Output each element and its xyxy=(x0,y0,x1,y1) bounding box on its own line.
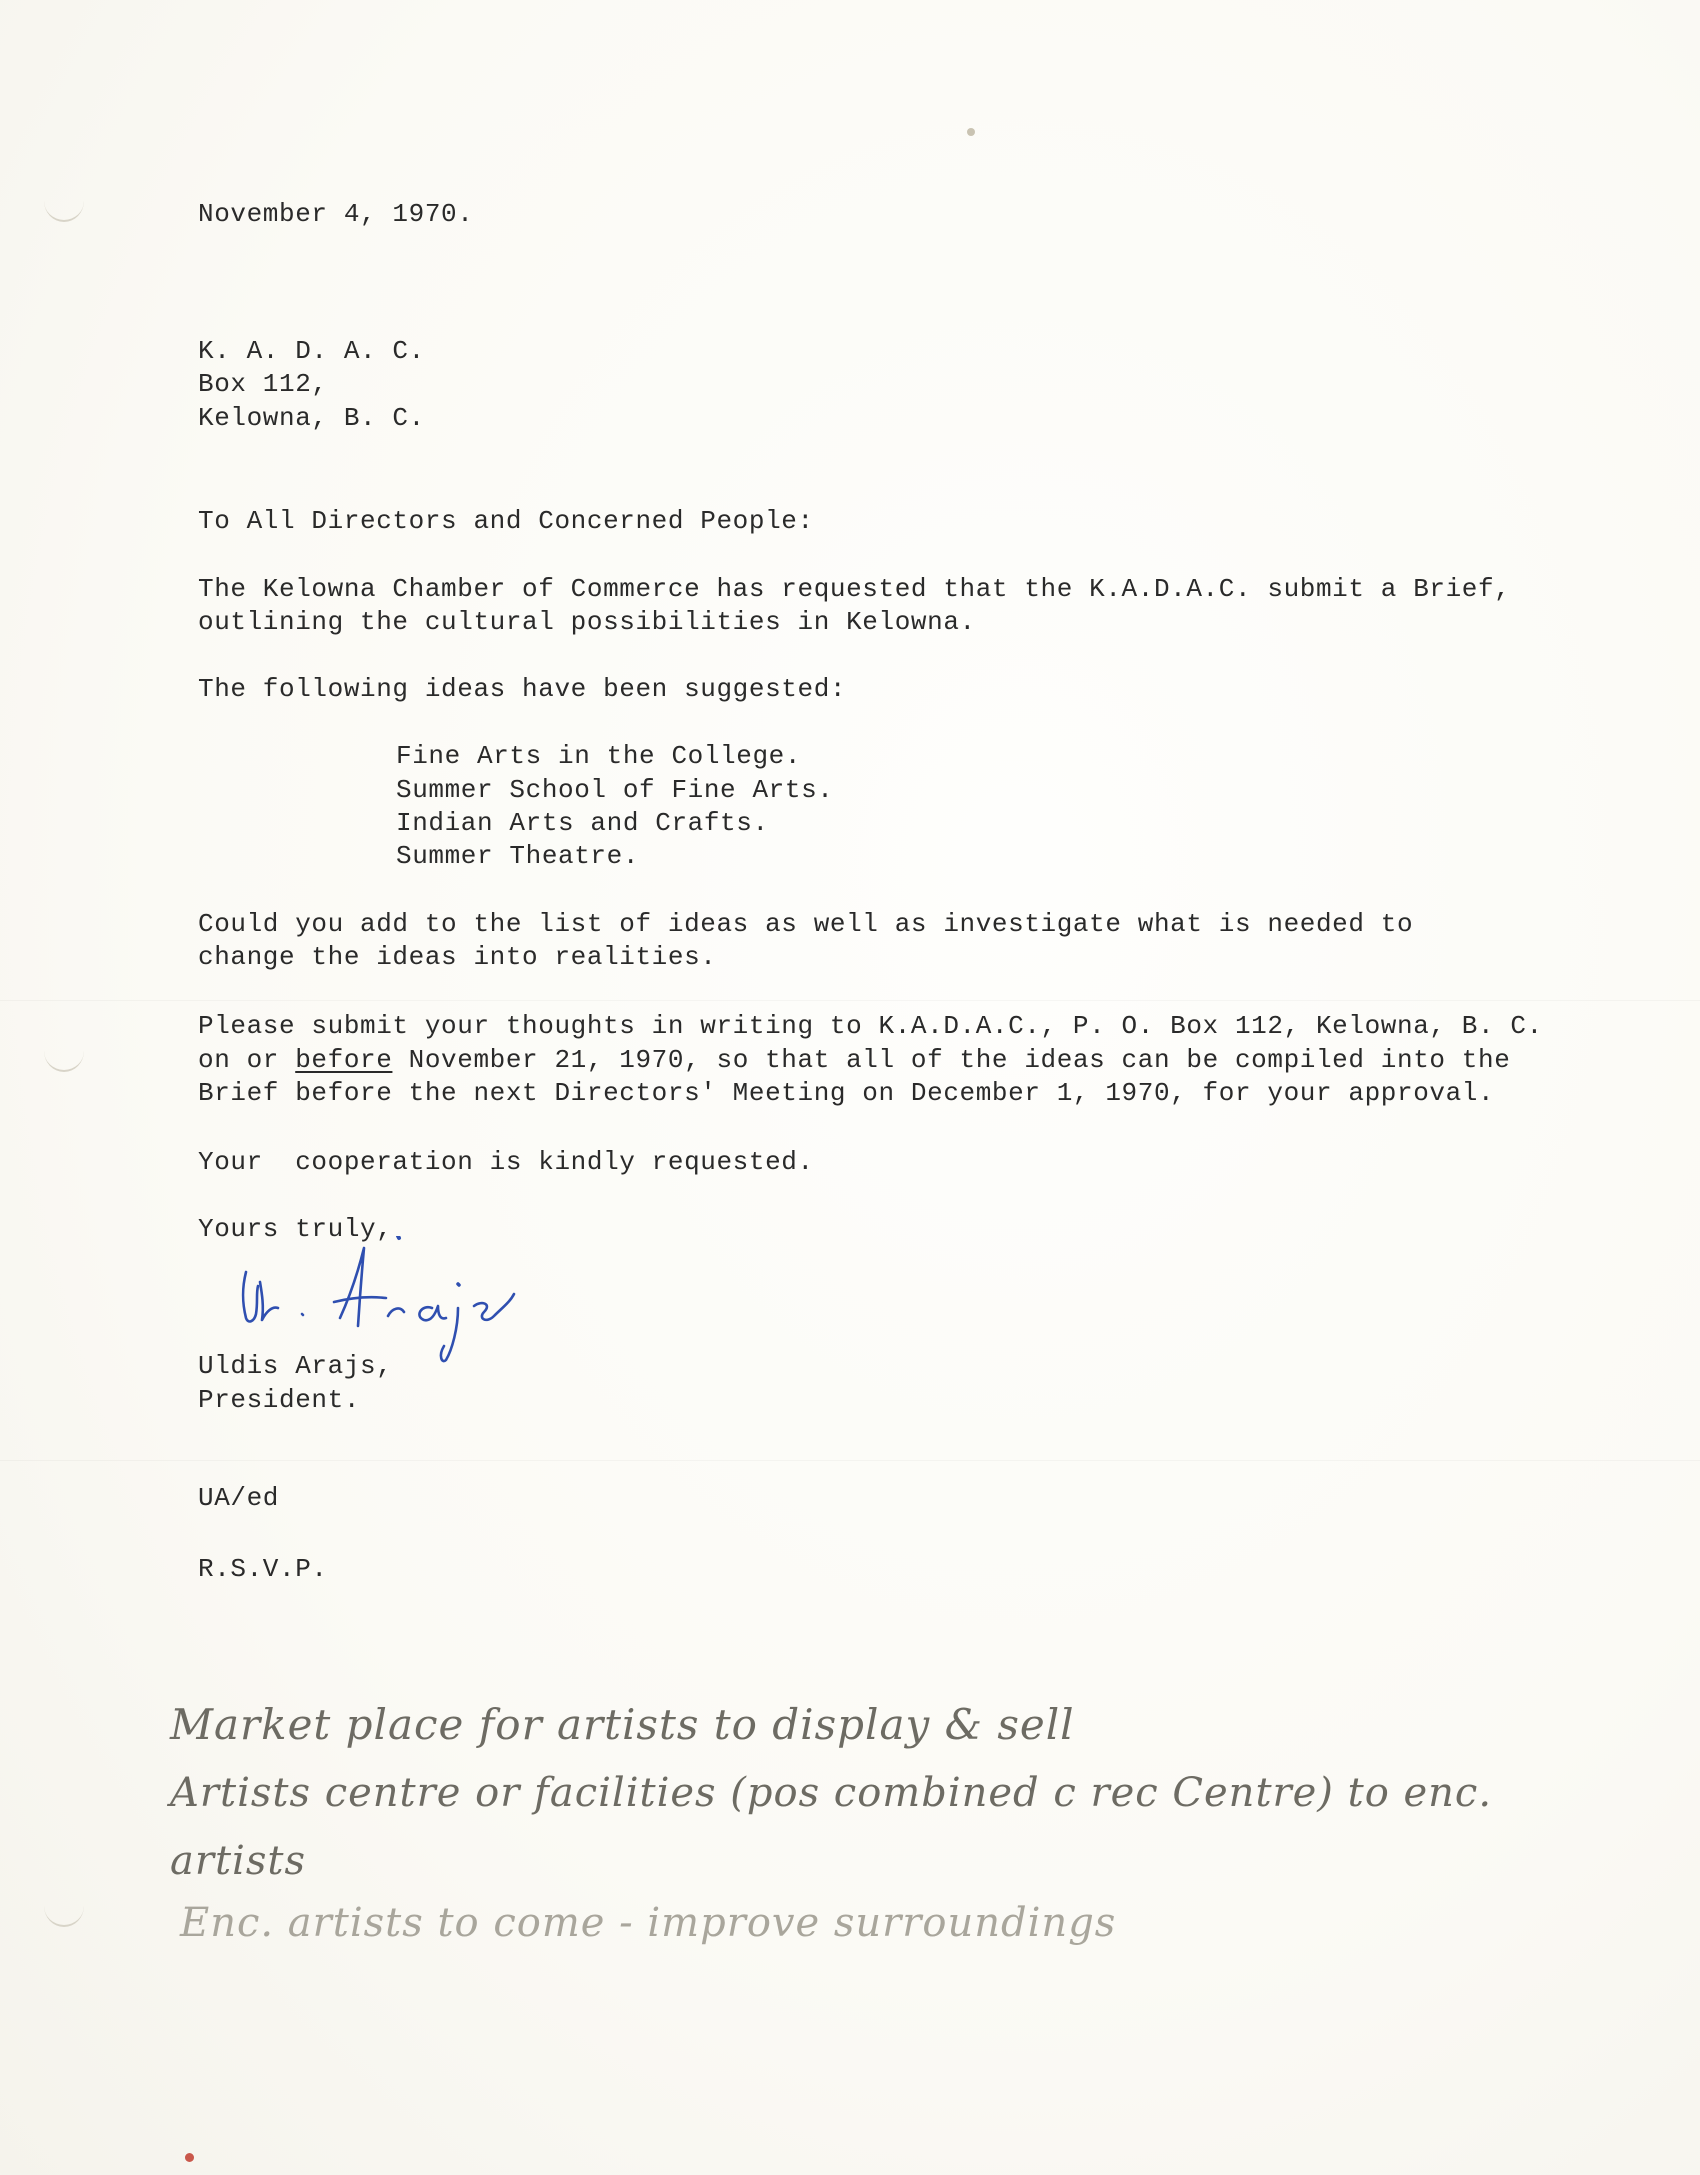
closing: Yours truly, xyxy=(198,1214,393,1244)
address-line-1: K. A. D. A. C. xyxy=(198,336,425,366)
handwritten-note-3: artists xyxy=(170,1838,306,1884)
salutation: To All Directors and Concerned People: xyxy=(198,506,814,536)
handwritten-note-4: Enc. artists to come - improve surroundings xyxy=(180,1900,1117,1946)
paragraph-3-line-1: Could you add to the list of ideas as well as investigate what is needed to xyxy=(198,909,1414,939)
paragraph-4-line-1: Please submit your thoughts in writing to K.A.D.A.C., P. O. Box 112, Kelowna, B. C. xyxy=(198,1011,1543,1041)
paragraph-4-line-2 xyxy=(198,1044,1510,1077)
paragraph-3-line-2: change the ideas into realities. xyxy=(198,942,717,972)
idea-item: Indian Arts and Crafts. xyxy=(396,808,769,838)
address-line-2: Box 112, xyxy=(198,369,328,399)
paper-speck xyxy=(967,128,975,136)
signature xyxy=(232,1236,572,1366)
handwritten-note-2: Artists centre or facilities (pos combined c rec Centre) to enc. xyxy=(170,1770,1493,1816)
idea-item: Summer Theatre. xyxy=(396,841,640,871)
fold-line xyxy=(0,1460,1700,1461)
signer-title: President. xyxy=(198,1385,361,1415)
idea-item: Summer School of Fine Arts. xyxy=(396,775,834,805)
paragraph-4-line-3: Brief before the next Directors' Meeting on December 1, 1970, for your approval. xyxy=(198,1078,1495,1108)
handwritten-note-1: Market place for artists to display & sell xyxy=(170,1700,1075,1749)
punch-hole-mark xyxy=(44,1885,84,1927)
rsvp-note: R.S.V.P. xyxy=(198,1554,328,1584)
underlined-word: before xyxy=(295,1045,393,1075)
paragraph-4-prefix: on or xyxy=(198,1045,296,1075)
letter-date: November 4, 1970. xyxy=(198,199,474,229)
paragraph-2: The following ideas have been suggested: xyxy=(198,674,847,704)
punch-hole-mark xyxy=(44,180,84,222)
paragraph-1-line-1: The Kelowna Chamber of Commerce has requested that the K.A.D.A.C. submit a Brief, xyxy=(198,574,1511,604)
idea-item: Fine Arts in the College. xyxy=(396,741,802,771)
punch-hole-mark xyxy=(44,1030,84,1072)
paragraph-5: Your cooperation is kindly requested. xyxy=(198,1147,814,1177)
paragraph-1-line-2: outlining the cultural possibilities in Kelowna. xyxy=(198,607,976,637)
fold-line xyxy=(0,1000,1700,1001)
paper-speck xyxy=(185,2153,194,2162)
signer-name: Uldis Arajs, xyxy=(198,1351,393,1381)
address-line-3: Kelowna, B. C. xyxy=(198,403,425,433)
reference-initials: UA/ed xyxy=(198,1483,280,1513)
paragraph-4-suffix: November 21, 1970, so that all of the ideas can be compiled into the xyxy=(392,1045,1511,1075)
